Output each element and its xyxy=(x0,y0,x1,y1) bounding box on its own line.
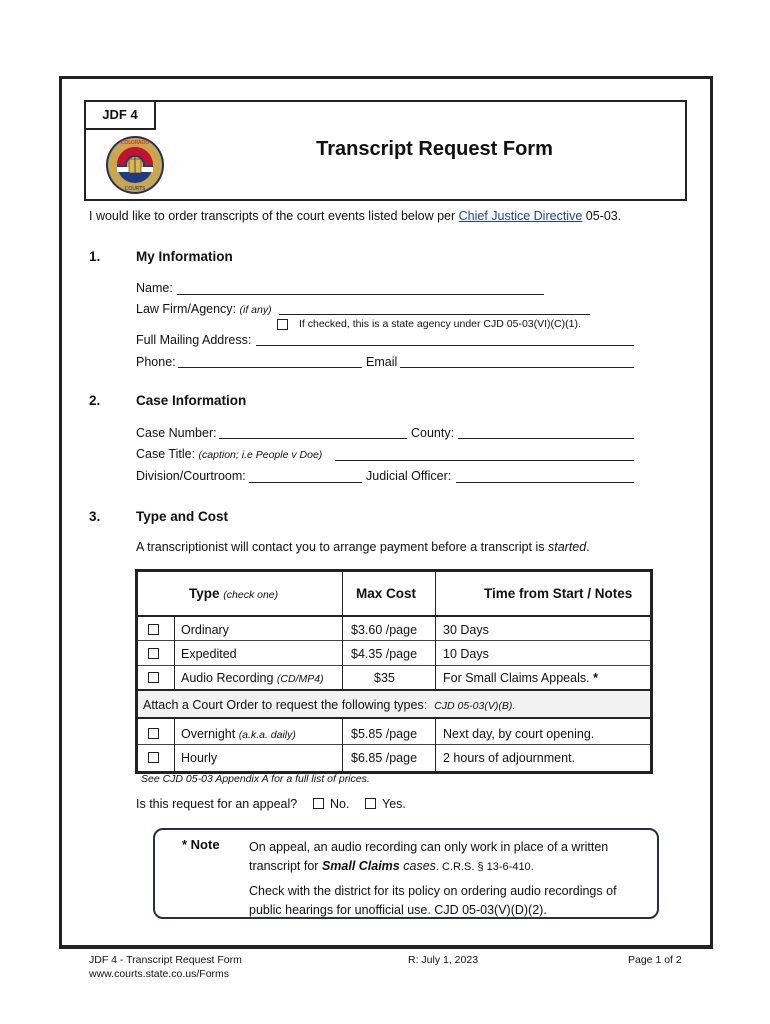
case-title-label xyxy=(136,447,322,461)
case-title-label-text: Case Title: xyxy=(136,447,196,461)
ordinary-checkbox-box[interactable] xyxy=(148,624,159,635)
col-header-type xyxy=(189,586,278,601)
table-divider xyxy=(138,615,650,617)
hourly-checkbox-box[interactable] xyxy=(148,752,159,763)
cost-overnight: $5.85 /page xyxy=(351,727,418,741)
intro-text xyxy=(89,209,621,223)
note-paragraph-2: Check with the district for its policy on ordering audio recordings of public hearings for unofficial use. CJD 05-03(V)(D)(2). xyxy=(249,884,617,917)
cost-expedited: $4.35 /page xyxy=(351,647,418,661)
appeal-question: Is this request for an appeal? xyxy=(136,797,298,811)
cost-hourly: $6.85 /page xyxy=(351,751,418,765)
prices-note: See CJD 05-03 Appendix A for a full list of prices. xyxy=(141,773,370,785)
table-divider xyxy=(138,744,650,745)
table-vline xyxy=(435,719,436,771)
overnight-checkbox-box[interactable] xyxy=(148,728,159,739)
attach-order-row xyxy=(138,689,650,719)
email-field[interactable] xyxy=(400,367,634,368)
payment-description-italic: started xyxy=(548,540,587,554)
expedited-checkbox-box[interactable] xyxy=(148,648,159,659)
time-audio-recording xyxy=(443,671,598,685)
table-vline xyxy=(342,719,343,771)
type-audio-recording xyxy=(181,671,324,685)
time-audio-recording-text: For Small Claims Appeals. xyxy=(443,671,590,685)
table-vline xyxy=(174,615,175,689)
type-overnight-note: (a.k.a. daily) xyxy=(238,729,296,741)
col-header-type-text: Type xyxy=(189,586,220,601)
svg-text:COURTS: COURTS xyxy=(124,186,146,192)
type-audio-recording-text: Audio Recording xyxy=(181,671,274,685)
intro-text-start: I would like to order transcripts of the court events listed below per xyxy=(89,209,459,223)
cost-ordinary: $3.60 /page xyxy=(351,623,418,637)
time-expedited: 10 Days xyxy=(443,647,489,661)
attach-order-ref: CJD 05-03(V)(B). xyxy=(434,700,516,712)
state-agency-checkbox-box[interactable] xyxy=(277,319,288,330)
payment-description xyxy=(136,540,590,554)
hourly-checkbox[interactable] xyxy=(148,750,159,764)
chief-justice-directive-link[interactable]: Chief Justice Directive xyxy=(458,209,583,223)
section-1-number: 1. xyxy=(89,249,101,264)
note-paragraph-1 xyxy=(249,838,629,877)
type-ordinary: Ordinary xyxy=(181,623,229,637)
type-cost-table xyxy=(135,569,653,774)
payment-description-text: A transcriptionist will contact you to arrange payment before a transcript is xyxy=(136,540,548,554)
appeal-no-checkbox[interactable] xyxy=(313,796,324,810)
table-divider xyxy=(138,665,650,666)
time-audio-recording-mark: * xyxy=(593,671,598,685)
attach-order-label: Attach a Court Order to request the following types: xyxy=(143,698,428,712)
table-vline xyxy=(435,572,436,689)
time-overnight: Next day, by court opening. xyxy=(443,727,595,741)
lawfirm-field[interactable] xyxy=(279,314,590,315)
type-hourly: Hourly xyxy=(181,751,218,765)
col-header-cost: Max Cost xyxy=(356,586,417,601)
section-2-title: Case Information xyxy=(136,393,247,408)
appeal-no-label: No. xyxy=(330,797,350,811)
footer-revision: R: July 1, 2023 xyxy=(408,954,479,966)
overnight-checkbox[interactable] xyxy=(148,726,159,740)
note-label: * Note xyxy=(182,837,220,852)
case-number-field[interactable] xyxy=(219,438,407,439)
table-vline xyxy=(342,572,343,689)
form-header xyxy=(84,100,687,201)
section-3-title: Type and Cost xyxy=(136,509,229,524)
note-box xyxy=(153,828,659,919)
lawfirm-label xyxy=(136,302,272,316)
intro-text-end: 05-03. xyxy=(582,209,622,223)
type-audio-recording-note: (CD/MP4) xyxy=(276,673,324,685)
state-agency-checkbox-label: If checked, this is a state agency under CJD 05-03(VI)(C)(1). xyxy=(299,318,581,330)
officer-field[interactable] xyxy=(456,482,634,483)
footer-rule xyxy=(59,946,713,949)
type-expedited: Expedited xyxy=(181,647,237,661)
time-hourly: 2 hours of adjournment. xyxy=(443,751,576,765)
svg-text:COLORADO: COLORADO xyxy=(120,140,150,146)
footer-website: www.courts.state.co.us/Forms xyxy=(89,968,230,980)
state-agency-checkbox[interactable] xyxy=(277,317,288,331)
expedited-checkbox[interactable] xyxy=(148,646,159,660)
form-id: JDF 4 xyxy=(86,102,156,130)
note-p1-italic: cases xyxy=(399,859,436,873)
section-2-number: 2. xyxy=(89,393,101,408)
address-label: Full Mailing Address: xyxy=(136,333,252,347)
case-title-note: (caption; i.e People v Doe) xyxy=(198,449,323,461)
time-ordinary: 30 Days xyxy=(443,623,489,637)
ordinary-checkbox[interactable] xyxy=(148,622,159,636)
officer-label: Judicial Officer: xyxy=(366,469,452,483)
audio-recording-checkbox[interactable] xyxy=(148,670,159,684)
attach-order-text xyxy=(143,698,515,712)
lawfirm-label-text: Law Firm/Agency: xyxy=(136,302,237,316)
col-header-time: Time from Start / Notes xyxy=(484,586,633,601)
case-number-label: Case Number: xyxy=(136,426,217,440)
note-p1-ref: . C.R.S. § 13-6-410. xyxy=(435,861,534,873)
payment-description-end: . xyxy=(586,540,590,554)
appeal-yes-checkbox-box[interactable] xyxy=(365,798,376,809)
case-title-field[interactable] xyxy=(335,460,634,461)
type-overnight-text: Overnight xyxy=(181,727,236,741)
county-label: County: xyxy=(411,426,455,440)
appeal-no-checkbox-box[interactable] xyxy=(313,798,324,809)
col-header-type-note: (check one) xyxy=(223,589,279,601)
footer-form-name: JDF 4 - Transcript Request Form xyxy=(89,954,242,966)
name-label: Name: xyxy=(136,281,173,295)
phone-field[interactable] xyxy=(178,367,362,368)
phone-label: Phone: xyxy=(136,355,176,369)
section-3-number: 3. xyxy=(89,509,101,524)
form-title: Transcript Request Form xyxy=(316,138,553,160)
audio-recording-checkbox-box[interactable] xyxy=(148,672,159,683)
county-field[interactable] xyxy=(458,438,634,439)
name-field[interactable] xyxy=(177,294,544,295)
type-overnight xyxy=(181,727,296,741)
appeal-yes-checkbox[interactable] xyxy=(365,796,376,810)
division-label: Division/Courtroom: xyxy=(136,469,246,483)
division-field[interactable] xyxy=(249,482,362,483)
appeal-yes-label: Yes. xyxy=(382,797,406,811)
footer-page-number: Page 1 of 2 xyxy=(628,954,682,966)
note-p1-text: On appeal, an audio recording can only work in place of a written transcript for xyxy=(249,840,609,873)
cost-audio-recording: $35 xyxy=(374,671,395,685)
table-vline xyxy=(174,719,175,771)
table-divider xyxy=(138,640,650,641)
note-p1-bold: Small Claims xyxy=(321,859,400,873)
lawfirm-note: (if any) xyxy=(239,304,272,316)
section-1-title: My Information xyxy=(136,249,233,264)
email-label: Email xyxy=(366,355,398,369)
address-field[interactable] xyxy=(256,345,634,346)
